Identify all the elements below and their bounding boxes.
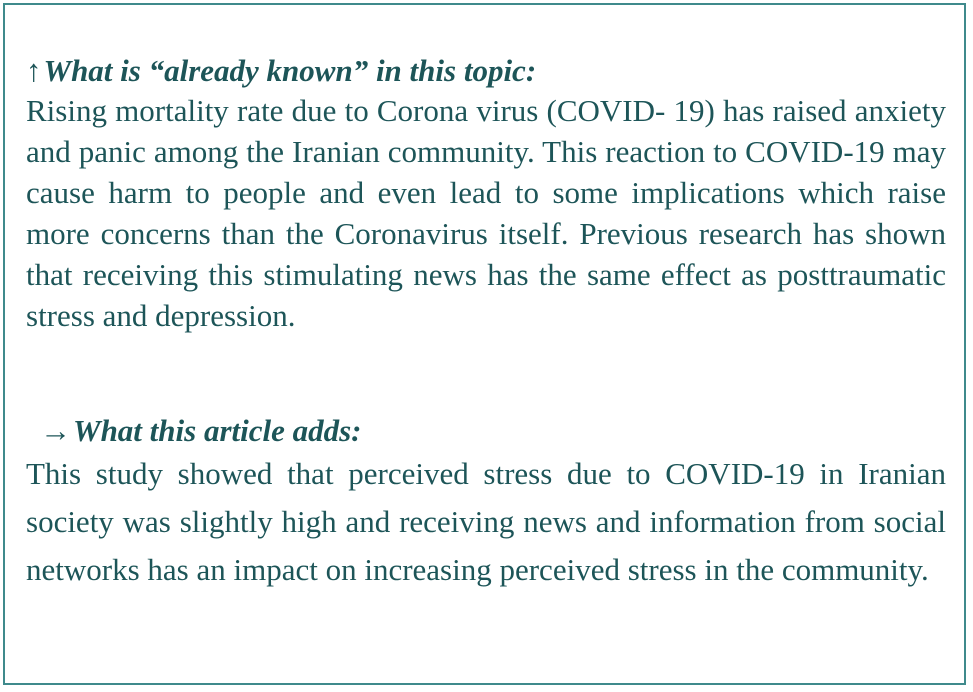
up-arrow-icon: ↑ xyxy=(26,53,42,88)
known-text: Rising mortality rate due to Corona virus (COVID- 19) has raised anxiety and panic among the Iranian community. This reaction to COVID-19 may cause harm to people and even lead to some implications which raise more concerns than the Coronavirus itself. Previous research has shown that receiving this stimulating news has the same effect as posttraumatic stress and depression. xyxy=(26,93,946,333)
known-heading-label: What is “already known” in this topic: xyxy=(43,53,537,88)
adds-text: This study showed that perceived stress due to COVID-19 in Iranian society was slightly high and receiving news and information from social networks has an impact on increasing perceived stress in the community. xyxy=(26,456,946,587)
known-heading xyxy=(26,52,946,90)
right-arrow-icon: → xyxy=(40,413,71,448)
adds-heading xyxy=(26,412,946,450)
known-section xyxy=(26,52,946,336)
adds-section xyxy=(26,412,946,594)
adds-heading-label: What this article adds: xyxy=(73,413,362,448)
